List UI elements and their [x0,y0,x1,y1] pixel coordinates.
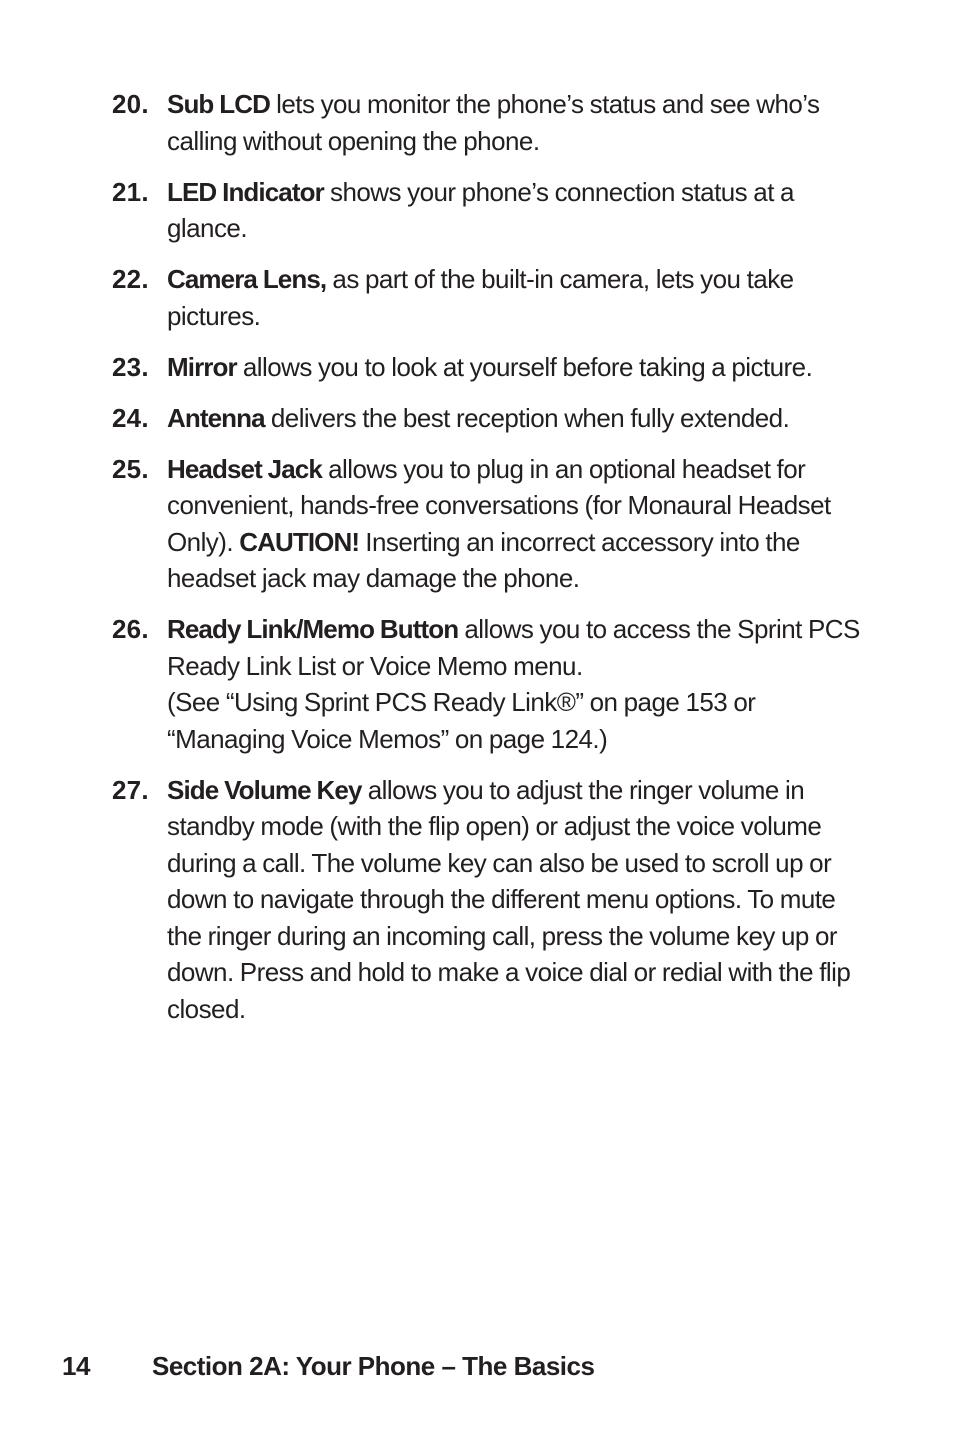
item-description: allows you to adjust the ringer volume in standby mode (with the flip open) or adjust the voice volume during a call. The volume key can also be used to scroll up or down to navigate through the different menu options. To mute the ringer during an incoming call, press the volume key up or down. Press and hold to make a voice dial or redial with the flip closed. [167,774,851,1024]
item-description: delivers the best reception when fully extended. [264,402,790,433]
item-term: Mirror [167,351,237,382]
item-description: allows you to access the Sprint PCS Ready Link List or Voice Memo menu. [167,614,860,681]
cross-reference-note: (See “Using Sprint PCS Ready Link®” on page 153 or “Managing Voice Memos” on page 124.) [167,687,756,754]
item-number: 25. [112,453,149,484]
list-item-sub-lcd [112,86,860,159]
item-number: 22. [112,264,149,294]
item-description: allows you to plug in an optional headset for convenient, hands-free conversations (for Monaural Headset Only). [167,453,831,557]
item-term: Side Volume Key [167,774,362,805]
item-number: 23. [112,351,149,382]
list-item-led-indicator [112,174,860,247]
list-item-mirror [112,349,860,386]
list-item-antenna [112,400,860,437]
item-description: lets you monitor the phone’s status and see who’s calling without opening the phone. [167,89,820,156]
item-term: Antenna [167,402,265,433]
item-term: Sub LCD [167,89,270,119]
page-number: 14 [62,1351,90,1381]
item-term: Ready Link/Memo Button [167,614,459,644]
caution-description: Inserting an incorrect accessory into the headset jack may damage the phone. [167,526,800,593]
list-item-side-volume-key [112,772,860,1028]
item-description: shows your phone’s connection status at a glance. [167,176,794,243]
list-item-headset-jack [112,451,860,597]
list-item-camera-lens [112,261,860,334]
item-description: as part of the built-in camera, lets you take pictures. [167,264,794,331]
component-list [112,86,860,1042]
section-title: Section 2A: Your Phone – The Basics [152,1351,595,1381]
item-description: allows you to look at yourself before taking a picture. [236,351,813,382]
item-number: 21. [112,176,149,207]
item-term: Headset Jack [167,453,322,484]
item-term: Camera Lens, [167,264,327,294]
caution-label: CAUTION! [239,526,360,557]
item-number: 20. [112,89,149,119]
item-number: 26. [112,614,149,644]
item-number: 24. [112,402,149,433]
item-term: LED Indicator [167,176,324,207]
list-item-ready-link-memo-button [112,611,860,757]
item-number: 27. [112,774,149,805]
